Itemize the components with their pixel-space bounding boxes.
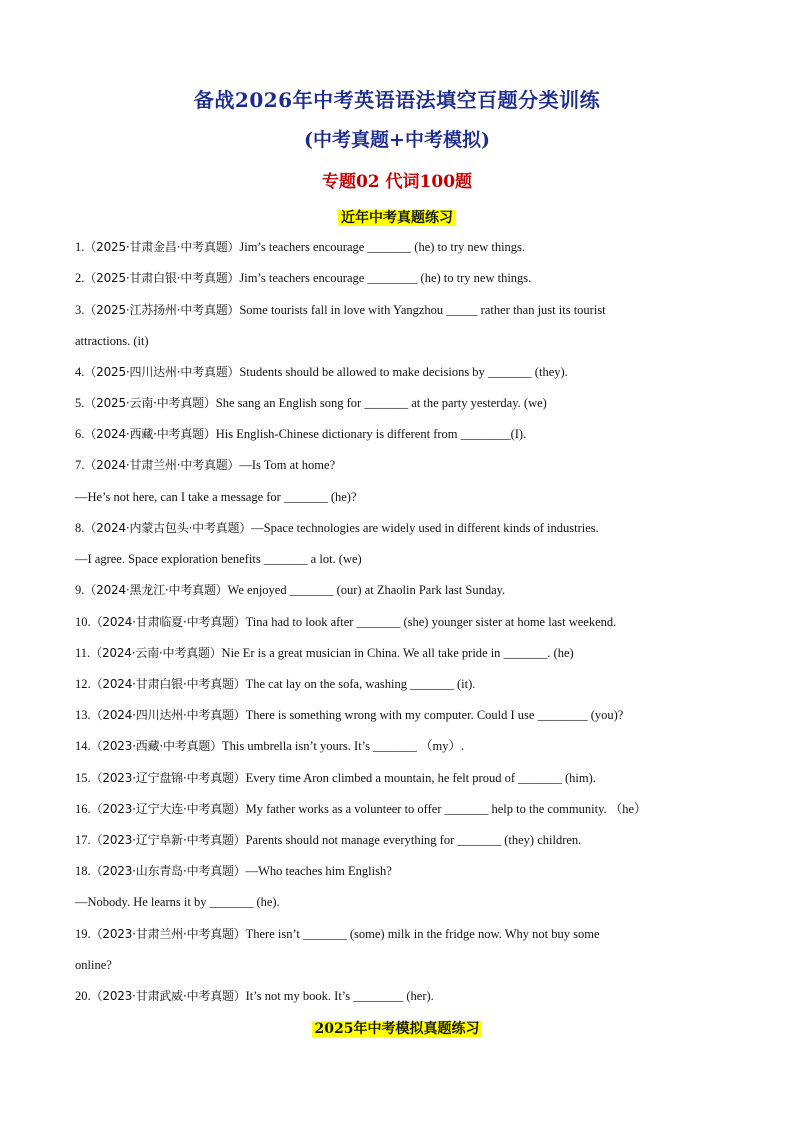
question-2: 2.（2025·甘肃白银·中考真题）Jim’s teachers encourage ________ (he) to try new things. [75,271,532,285]
question-9: 9.（2024·黑龙江·中考真题）We enjoyed _______ (our) at Zhaolin Park last Sunday. [75,583,506,597]
document-subtitle: (中考真题+中考模拟) [304,129,490,151]
question-20: 20.（2023·甘肃武威·中考真题）It’s not my book. It’s ________ (her). [75,989,434,1003]
question-14: 14.（2023·西藏·中考真题）This umbrella isn’t yours. It’s _______ （my）. [75,739,465,753]
question-19: 19.（2023·甘肃兰州·中考真题）There isn’t _______ (some) milk in the fridge now. Why not buy some [75,927,600,941]
question-18: 18.（2023·山东青岛·中考真题）—Who teaches him English? [75,864,392,878]
question-3: 3.（2025·江苏扬州·中考真题）Some tourists fall in love with Yangzhou _____ rather than just its tourist [75,303,606,317]
question-15: 15.（2023·辽宁盘锦·中考真题）Every time Aron climbed a mountain, he felt proud of _______ (him). [75,771,596,785]
section-heading-recent: 近年中考真题练习 [0,207,794,227]
question-13: 13.（2024·四川达州·中考真题）There is something wrong with my computer. Could I use ________ (you)? [75,708,624,722]
question-4: 4.（2025·四川达州·中考真题）Students should be allowed to make decisions by _______ (they). [75,365,568,379]
question-3-continued: attractions. (it) [75,334,149,348]
question-12: 12.（2024·甘肃白银·中考真题）The cat lay on the sofa, washing _______ (it). [75,677,476,691]
section-heading-mock: 2025年中考模拟真题练习 [0,1018,794,1038]
question-16: 16.（2023·辽宁大连·中考真题）My father works as a volunteer to offer _______ help to the community. （he） [75,802,647,816]
question-5: 5.（2025·云南·中考真题）She sang an English song for _______ at the party yesterday. (we) [75,396,547,410]
question-1: 1.（2025·甘肃金昌·中考真题）Jim’s teachers encourage _______ (he) to try new things. [75,240,526,254]
question-8: 8.（2024·内蒙古包头·中考真题）—Space technologies are widely used in different kinds of industries. [75,521,599,535]
document-title: 备战2026年中考英语语法填空百题分类训练 [193,88,601,112]
question-8-continued: —I agree. Space exploration benefits _______ a lot. (we) [75,552,362,566]
question-17: 17.（2023·辽宁阜新·中考真题）Parents should not manage everything for _______ (they) children. [75,833,582,847]
question-11: 11.（2024·云南·中考真题）Nie Er is a great musician in China. We all take pride in _______. (he) [75,646,574,660]
question-7: 7.（2024·甘肃兰州·中考真题）—Is Tom at home? [75,458,336,472]
question-6: 6.（2024·西藏·中考真题）His English-Chinese dictionary is different from ________(I). [75,427,527,441]
question-18-continued: —Nobody. He learns it by _______ (he). [75,895,280,909]
question-19-continued: online? [75,958,112,972]
topic-heading: 专题02 代词100题 [321,172,473,192]
question-10: 10.（2024·甘肃临夏·中考真题）Tina had to look after _______ (she) younger sister at home last weekend. [75,615,617,629]
question-7-continued: —He’s not here, can I take a message for _______ (he)? [75,490,357,504]
